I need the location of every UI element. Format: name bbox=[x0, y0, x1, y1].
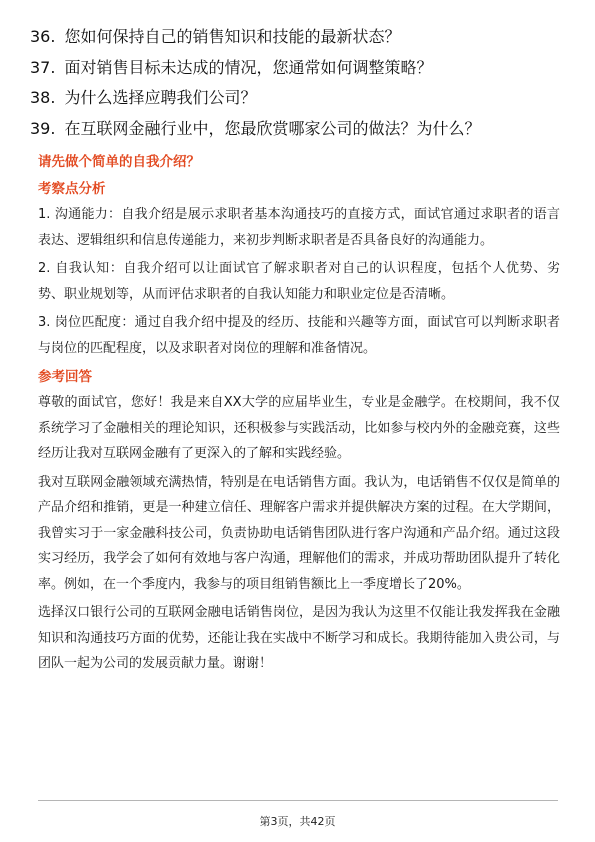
question-item bbox=[30, 22, 570, 53]
footer-divider bbox=[38, 800, 558, 801]
answer-paragraph: 选择汉口银行公司的互联网金融电话销售岗位，是因为我认为这里不仅能让我发挥我在金融知识和沟通技巧方面的优势，还能让我在实战中不断学习和成长。我期待能加入贵公司，与团队一起为公司的发展贡献力量。谢谢！ bbox=[38, 605, 560, 671]
analysis-paragraph: 3. 岗位匹配度：通过自我介绍中提及的经历、技能和兴趣等方面，面试官可以判断求职者与岗位的匹配程度，以及求职者对岗位的理解和准备情况。 bbox=[38, 315, 560, 356]
question-item bbox=[30, 83, 570, 114]
page-number: 第3页，共42页 bbox=[259, 815, 336, 828]
question-text: 在互联网金融行业中，您最欣赏哪家公司的做法？为什么？ bbox=[64, 118, 481, 138]
analysis-paragraph: 2. 自我认知：自我介绍可以让面试官了解求职者对自己的认识程度，包括个人优势、劣势、职业规划等，从而评估求职者的自我认知能力和职业定位是否清晰。 bbox=[38, 261, 560, 302]
answer-paragraph: 尊敬的面试官，您好！我是来自XX大学的应届毕业生，专业是金融学。在校期间，我不仅系统学习了金融相关的理论知识，还积极参与实践活动，比如参与校内外的金融竞赛，这些经历让我对互联网金融有了更深入的了解和实践经验。 bbox=[38, 395, 560, 461]
question-detail bbox=[38, 152, 560, 677]
question-number: 36. bbox=[30, 27, 56, 46]
analysis-heading: 考察点分析 bbox=[38, 181, 106, 197]
question-text: 您如何保持自己的销售知识和技能的最新状态？ bbox=[64, 27, 401, 46]
answer-heading: 参考回答 bbox=[38, 369, 92, 385]
section-title: 请先做个简单的自我介绍？ bbox=[38, 154, 200, 170]
question-number: 39. bbox=[30, 118, 56, 138]
question-text: 为什么选择应聘我们公司？ bbox=[64, 88, 257, 107]
question-number: 37. bbox=[30, 57, 56, 77]
question-item bbox=[30, 114, 570, 145]
question-text: 面对销售目标未达成的情况，您通常如何调整策略？ bbox=[64, 57, 433, 77]
question-number: 38. bbox=[30, 88, 56, 107]
answer-paragraph: 我对互联网金融领域充满热情，特别是在电话销售方面。我认为，电话销售不仅仅是简单的产品介绍和推销，更是一种建立信任、理解客户需求并提供解决方案的过程。在大学期间，我曾实习于一家金融科技公司，负责协助电话销售团队进行客户沟通和产品介绍。通过这段实习经历，我学会了如何有效地与客户沟通，理解他们的需求，并成功帮助团队提升了转化率。例如，在一个季度内，我参与的项目组销售额比上一季度增长了20%。 bbox=[38, 474, 560, 592]
analysis-paragraph: 1. 沟通能力：自我介绍是展示求职者基本沟通技巧的直接方式，面试官通过求职者的语言表达、逻辑组织和信息传递能力，来初步判断求职者是否具备良好的沟通能力。 bbox=[38, 207, 560, 248]
question-item bbox=[30, 53, 570, 84]
question-list bbox=[30, 22, 570, 144]
